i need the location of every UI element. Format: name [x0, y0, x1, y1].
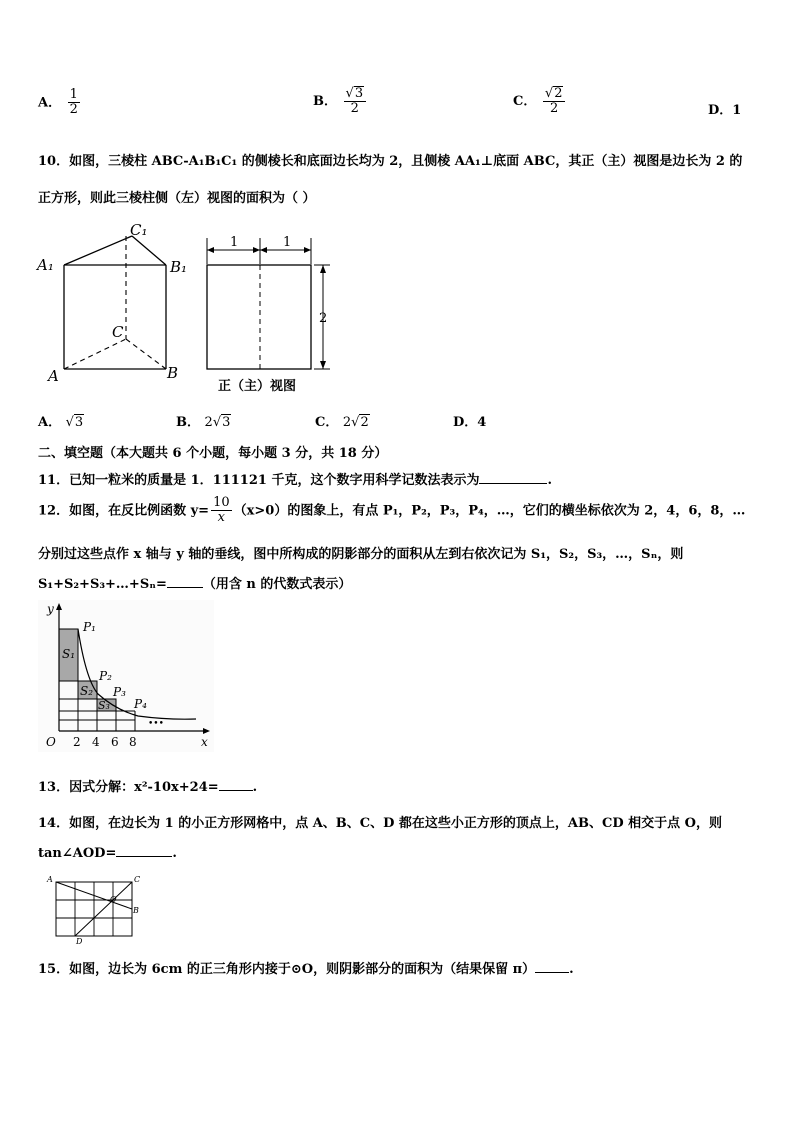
section-heading: 二、填空题（本大题共 6 个小题，每小题 3 分，共 18 分） — [38, 446, 388, 461]
q12-graph-figure — [38, 600, 214, 752]
q14-text-line1: 14．如图，在边长为 1 的小正方形网格中，点 A、B、C、D 都在这些小正方形的顶点上，AB、CD 相交于点 O，则 — [38, 816, 723, 831]
axis-x-label: x — [201, 735, 208, 749]
label-a1: A₁ — [37, 256, 54, 274]
answer-blank — [219, 778, 253, 791]
fraction: $\frac{√2}{2}$ — [543, 86, 566, 117]
q10-text-line2: 正方形，则此三棱柱侧（左）视图的面积为（ ） — [38, 191, 316, 206]
tick-2: 2 — [73, 735, 81, 749]
origin-label: O — [46, 735, 56, 749]
q10-prism-figure — [34, 215, 194, 385]
fraction: $\frac{10}{x}$ — [213, 495, 230, 526]
q10-front-view-figure — [196, 232, 346, 400]
answer-blank — [167, 575, 203, 588]
q9-option-c — [513, 86, 567, 117]
option-label: A． — [38, 95, 62, 111]
option-label: C． — [513, 93, 537, 109]
label-b: B — [167, 364, 179, 382]
dim-height: 2 — [319, 311, 328, 326]
fraction: $\frac{1}{2}$ — [69, 87, 78, 118]
q10-text-line1: 10．如图，三棱柱 ABC-A₁B₁C₁ 的侧棱长和底面边长均为 2，且侧棱 AA₁⊥底面 ABC，其正（主）视图是边长为 2 的 — [38, 154, 743, 169]
answer-blank — [479, 471, 547, 484]
continuation-dots: ••• — [148, 719, 164, 729]
tick-8: 8 — [129, 735, 137, 749]
label-p4: P₄ — [134, 697, 147, 711]
dim-left: 1 — [230, 235, 239, 250]
q10-option-a: A． √3 — [38, 415, 84, 430]
q15-text: 15．如图，边长为 6cm 的正三角形内接于⊙O，则阴影部分的面积为（结果保留 π） . — [38, 962, 574, 977]
label-b1: B₁ — [170, 258, 188, 276]
label-s2: S₂ — [80, 684, 94, 698]
axis-y-label: y — [47, 602, 54, 616]
answer-blank — [535, 960, 569, 973]
q9-option-b — [313, 86, 368, 117]
label-b: B — [133, 906, 139, 915]
label-a: A — [47, 875, 53, 884]
q12-text-line2: 分别过这些点作 x 轴与 y 轴的垂线，图中所构成的阴影部分的面积从左到右依次记为 S₁，S₂，S₃，…，Sₙ，则 — [38, 547, 684, 562]
q9-option-a — [38, 88, 82, 118]
q10-option-c: C． 2√2 — [315, 415, 369, 430]
label-p3: P₃ — [113, 685, 126, 699]
label-c1: C₁ — [130, 221, 148, 239]
label-a: A — [48, 367, 59, 385]
front-view-caption: 正（主）视图 — [218, 379, 297, 394]
label-s3: S₃ — [98, 699, 110, 712]
label-o: O — [110, 895, 117, 904]
q14-text-line2: tan∠AOD= . — [38, 846, 177, 861]
q13-text: 13．因式分解：x²-10x+24= . — [38, 780, 258, 795]
q9-option-d: D．1 — [708, 103, 742, 118]
label-d: D — [76, 937, 83, 946]
q12-text-line1: 12．如图，在反比例函数 y= $\frac{10}{x}$ （x>0）的图象上，有点 P₁，P₂，P₃，P₄，…，它们的横坐标依次为 2，4，6，8，… — [38, 495, 746, 526]
q10-option-d: D．4 — [453, 415, 487, 430]
q11-text: 11．已知一粒米的质量是 1．111121 千克，这个数字用科学记数法表示为 . — [38, 473, 552, 488]
label-s1: S₁ — [62, 647, 76, 661]
label-p2: P₂ — [99, 669, 112, 683]
option-label: B． — [313, 93, 337, 109]
q12-text-line3: S₁+S₂+S₃+…+Sₙ= （用含 n 的代数式表示） — [38, 577, 352, 592]
q14-grid-figure — [44, 872, 148, 946]
label-c: C — [112, 323, 124, 341]
answer-blank — [116, 844, 172, 857]
label-p1: P₁ — [83, 620, 96, 634]
tick-6: 6 — [111, 735, 119, 749]
fraction: $\frac{√3}{2}$ — [344, 86, 367, 117]
q10-option-b: B． 2√3 — [176, 415, 231, 430]
tick-4: 4 — [92, 735, 100, 749]
dim-right: 1 — [283, 235, 292, 250]
label-c: C — [134, 875, 141, 884]
